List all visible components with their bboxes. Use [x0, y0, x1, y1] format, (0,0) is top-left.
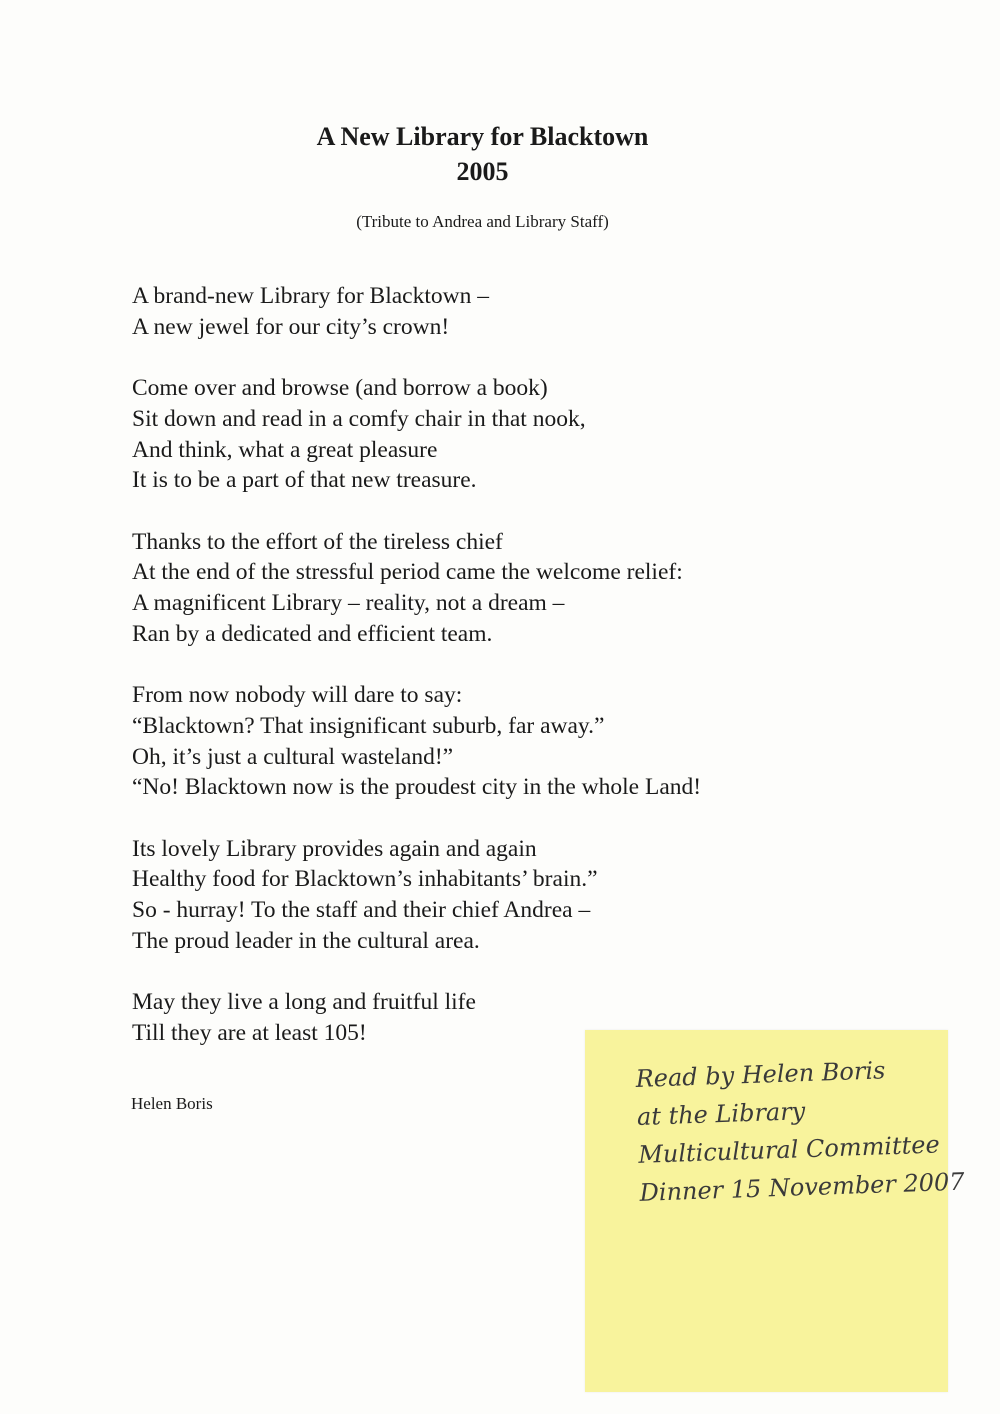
- page-title: A New Library for Blacktown: [316, 122, 649, 151]
- poem-line: And think, what a great pleasure: [132, 436, 438, 463]
- poem-line: It is to be a part of that new treasure.: [132, 467, 477, 494]
- poem-line: “No! Blacktown now is the proudest city in the whole Land!: [132, 774, 702, 801]
- page-year: 2005: [456, 157, 509, 186]
- note-line: Multicultural Committee: [637, 1130, 941, 1169]
- poem-line: From now nobody will dare to say:: [132, 682, 463, 709]
- poem-line: A brand-new Library for Blacktown –: [132, 283, 489, 309]
- poem-line: A new jewel for our city’s crown!: [132, 313, 450, 340]
- poem-body: [132, 281, 701, 1079]
- stanza: [132, 680, 701, 803]
- poem-line: A magnificent Library – reality, not a dream –: [132, 590, 565, 616]
- poem-line: Thanks to the effort of the tireless chief: [132, 528, 503, 555]
- poem-line: Ran by a dedicated and efficient team.: [132, 620, 493, 647]
- poem-line: “Blacktown? That insignificant suburb, far away.”: [132, 712, 605, 739]
- poem-line: So - hurray! To the staff and their chief Andrea –: [132, 897, 591, 923]
- note-line: at the Library: [636, 1097, 806, 1131]
- note-line: Dinner 15 November 2007: [639, 1167, 965, 1207]
- poem-line: Sit down and read in a comfy chair in that nook,: [132, 405, 586, 432]
- note-line: Read by Helen Boris: [635, 1056, 886, 1093]
- sticky-note: [585, 1030, 965, 1392]
- poem-line: May they live a long and fruitful life: [132, 989, 476, 1016]
- handwritten-note: [635, 1049, 965, 1212]
- poem-line: Till they are at least 105!: [132, 1019, 367, 1046]
- signature: Helen Boris: [131, 1094, 213, 1113]
- subtitle: (Tribute to Andrea and Library Staff): [356, 212, 609, 231]
- stanza: [132, 281, 701, 342]
- poem-line: Healthy food for Blacktown’s inhabitants’ brain.”: [132, 866, 598, 893]
- poem-line: The proud leader in the cultural area.: [132, 927, 480, 954]
- poem-line: Its lovely Library provides again and again: [132, 835, 537, 862]
- stanza: [132, 527, 701, 650]
- poem-line: Come over and browse (and borrow a book): [132, 375, 548, 402]
- poem-line: At the end of the stressful period came the welcome relief:: [132, 559, 683, 586]
- stanza: [132, 834, 701, 957]
- stanza: [132, 373, 701, 496]
- poem-line: Oh, it’s just a cultural wasteland!”: [132, 743, 454, 770]
